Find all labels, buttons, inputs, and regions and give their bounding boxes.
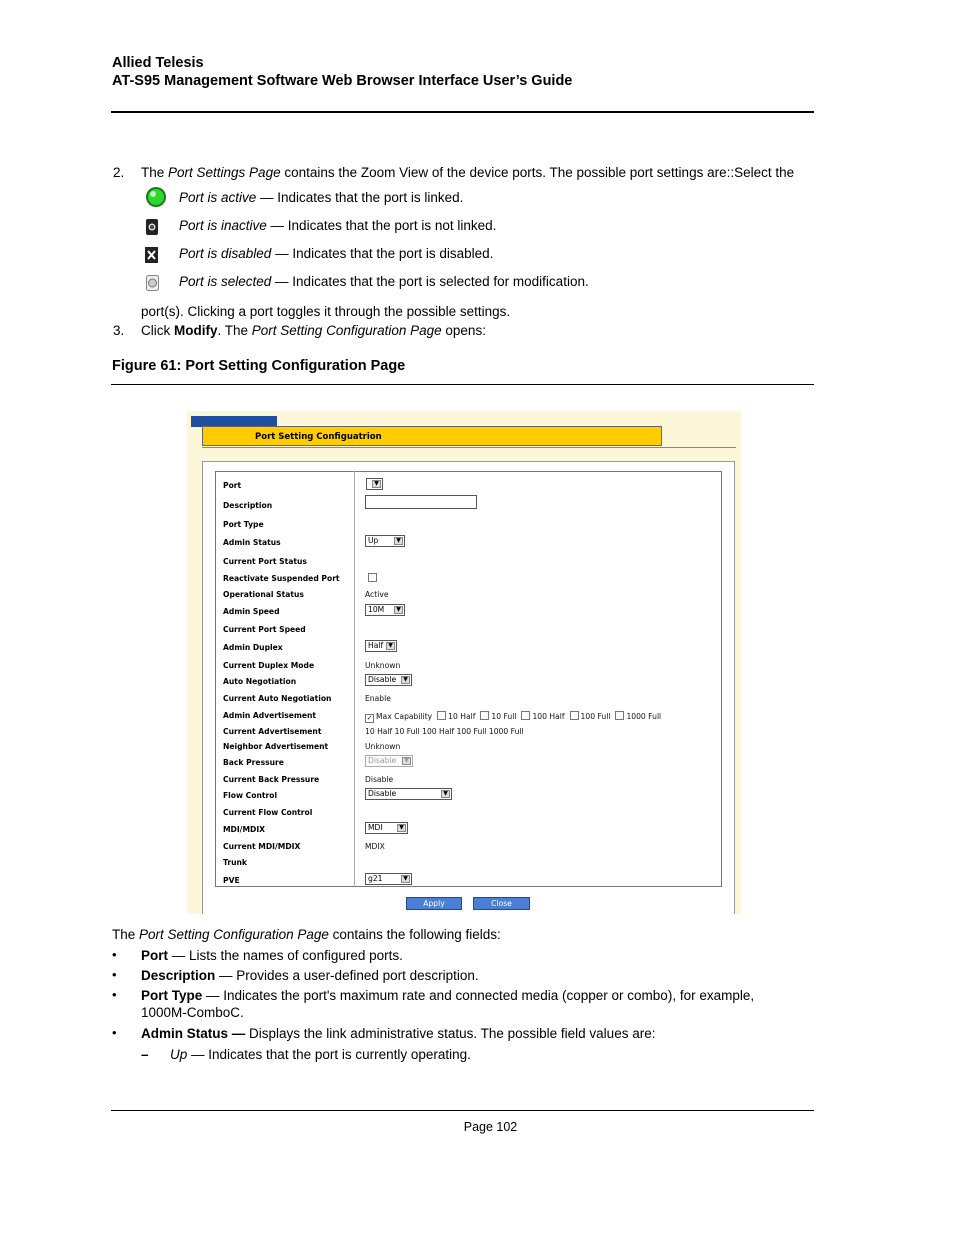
field-label: Current Advertisement	[223, 727, 322, 736]
dropdown-arrow-icon: ▼	[394, 606, 403, 614]
advertisement-option-label: 100 Full	[580, 712, 611, 721]
dropdown-arrow-icon: ▼	[372, 480, 381, 488]
field-label: Neighbor Advertisement	[223, 742, 329, 751]
field-label: Current Auto Negotiation	[223, 694, 332, 703]
field-label: Current Flow Control	[223, 808, 313, 817]
select-value: g21	[368, 874, 383, 883]
field-label: Flow Control	[223, 791, 278, 800]
field-label: Trunk	[223, 858, 247, 867]
sub-bullet-up: Up — Indicates that the port is currently operating.	[170, 1047, 471, 1062]
bullet-port-type-cont: 1000M-ComboC.	[141, 1005, 244, 1020]
figure-caption: Figure 61: Port Setting Configuration Page	[112, 358, 406, 374]
field-label: Admin Speed	[223, 607, 280, 616]
select-value: MDI	[368, 823, 383, 832]
field-value: Unknown	[365, 742, 401, 751]
screenshot-title-bar	[202, 426, 662, 446]
field-select[interactable]	[365, 822, 408, 834]
advertisement-option-label: Max Capability	[376, 712, 433, 721]
field-label: Auto Negotiation	[223, 677, 297, 686]
select-value: Disable	[368, 675, 397, 684]
field-label: Operational Status	[223, 590, 304, 599]
dropdown-arrow-icon: ▼	[386, 642, 395, 650]
description-input[interactable]	[365, 495, 477, 509]
port-setting-screenshot	[187, 411, 741, 914]
fields-intro: The Port Setting Configuration Page contains the following fields:	[112, 927, 501, 942]
field-label: Back Pressure	[223, 758, 284, 767]
field-select[interactable]	[365, 640, 397, 652]
dropdown-arrow-icon: ▼	[397, 824, 406, 832]
footer-rule	[111, 1110, 814, 1111]
guide-title: AT-S95 Management Software Web Browser Interface User’s Guide	[112, 73, 573, 89]
step3-number: 3.	[113, 323, 125, 338]
port-inactive-text: Port is inactive — Indicates that the port is not linked.	[179, 218, 497, 233]
advertisement-checkbox[interactable]	[437, 711, 446, 720]
field-label: PVE	[223, 876, 240, 885]
dropdown-arrow-icon: ▼	[402, 757, 411, 765]
field-label: Current Duplex Mode	[223, 661, 315, 670]
field-select	[365, 755, 413, 767]
field-label: Description	[223, 501, 273, 510]
field-label: Current Back Pressure	[223, 775, 320, 784]
bullet-icon: •	[112, 1025, 117, 1040]
field-label: Admin Advertisement	[223, 711, 317, 720]
step2-number: 2.	[113, 165, 125, 180]
port-disabled-text: Port is disabled — Indicates that the port is disabled.	[179, 246, 494, 261]
port-selected-text: Port is selected — Indicates that the port is selected for modification.	[179, 274, 589, 289]
field-label: Current Port Status	[223, 557, 307, 566]
field-label: Admin Status	[223, 538, 281, 547]
field-select[interactable]	[365, 674, 412, 686]
select-value: Up	[368, 536, 379, 545]
reactivate-checkbox[interactable]	[368, 573, 377, 582]
field-select[interactable]	[365, 873, 412, 885]
advertisement-option-label: 1000 Full	[626, 712, 662, 721]
title-underline	[202, 447, 736, 448]
caption-rule	[111, 384, 814, 385]
screenshot-title: Port Setting Configuatrion	[255, 432, 382, 442]
bullet-icon: •	[112, 947, 117, 962]
advertisement-checkbox[interactable]	[615, 711, 624, 720]
step2-continuation: port(s). Clicking a port toggles it through the possible settings.	[141, 304, 511, 319]
field-label: Admin Duplex	[223, 643, 283, 652]
field-value: MDIX	[365, 842, 385, 851]
dropdown-arrow-icon: ▼	[394, 537, 403, 545]
bullet-admin-status: Admin Status — Displays the link administrative status. The possible field values are:	[141, 1026, 656, 1041]
company-name: Allied Telesis	[112, 55, 204, 71]
close-button[interactable]: Close	[473, 897, 530, 910]
field-label: Port Type	[223, 520, 264, 529]
selected-port-icon	[146, 275, 159, 296]
bullet-description: Description — Provides a user-defined port description.	[141, 968, 479, 983]
select-value: Disable	[368, 789, 397, 798]
advertisement-options	[365, 711, 666, 723]
inactive-port-icon	[146, 219, 158, 240]
apply-button[interactable]: Apply	[406, 897, 462, 910]
advertisement-option-label: 10 Half	[448, 712, 476, 721]
step2-text: The Port Settings Page contains the Zoom View of the device ports. The possible port settings are::Select the	[141, 165, 795, 180]
dropdown-arrow-icon: ▼	[441, 790, 450, 798]
step3-text: Click Modify. The Port Setting Configuration Page opens:	[141, 323, 486, 338]
field-value: Unknown	[365, 661, 401, 670]
header-rule	[111, 111, 814, 113]
advertisement-checkbox[interactable]	[521, 711, 530, 720]
field-label: Port	[223, 481, 242, 490]
bullet-port-type: Port Type — Indicates the port's maximum rate and connected media (copper or combo), for example,	[141, 988, 755, 1003]
bullet-icon: •	[112, 967, 117, 982]
bullet-port: Port — Lists the names of configured ports.	[141, 948, 403, 963]
page-number: Page 102	[463, 1120, 518, 1134]
advertisement-option-label: 100 Half	[532, 712, 565, 721]
field-select[interactable]	[365, 604, 405, 616]
field-value: Enable	[365, 694, 391, 703]
field-label: Current Port Speed	[223, 625, 306, 634]
form-column-divider	[354, 471, 355, 887]
field-value: Active	[365, 590, 389, 599]
field-value: Disable	[365, 775, 394, 784]
sub-bullet-dash: –	[141, 1047, 149, 1062]
advertisement-option-label: 10 Full	[491, 712, 517, 721]
select-value: Disable	[368, 756, 397, 765]
field-label: MDI/MDIX	[223, 825, 265, 834]
field-select[interactable]	[365, 535, 405, 547]
dropdown-arrow-icon: ▼	[401, 676, 410, 684]
dropdown-arrow-icon: ▼	[401, 875, 410, 883]
bullet-icon: •	[112, 987, 117, 1002]
field-select[interactable]	[365, 788, 452, 800]
port-active-text: Port is active — Indicates that the port is linked.	[179, 190, 464, 205]
green-led-icon	[144, 186, 168, 213]
advertisement-checkbox[interactable]	[570, 711, 579, 720]
select-value: Half	[368, 641, 384, 650]
field-label: Reactivate Suspended Port	[223, 574, 340, 583]
field-select[interactable]	[366, 478, 383, 490]
advertisement-checkbox[interactable]	[480, 711, 489, 720]
field-value: 10 Half 10 Full 100 Half 100 Full 1000 Full	[365, 727, 524, 736]
field-label: Current MDI/MDIX	[223, 842, 301, 851]
advertisement-checkbox[interactable]: ✓	[366, 714, 373, 722]
disabled-port-icon	[145, 247, 158, 268]
select-value: 10M	[368, 605, 385, 614]
